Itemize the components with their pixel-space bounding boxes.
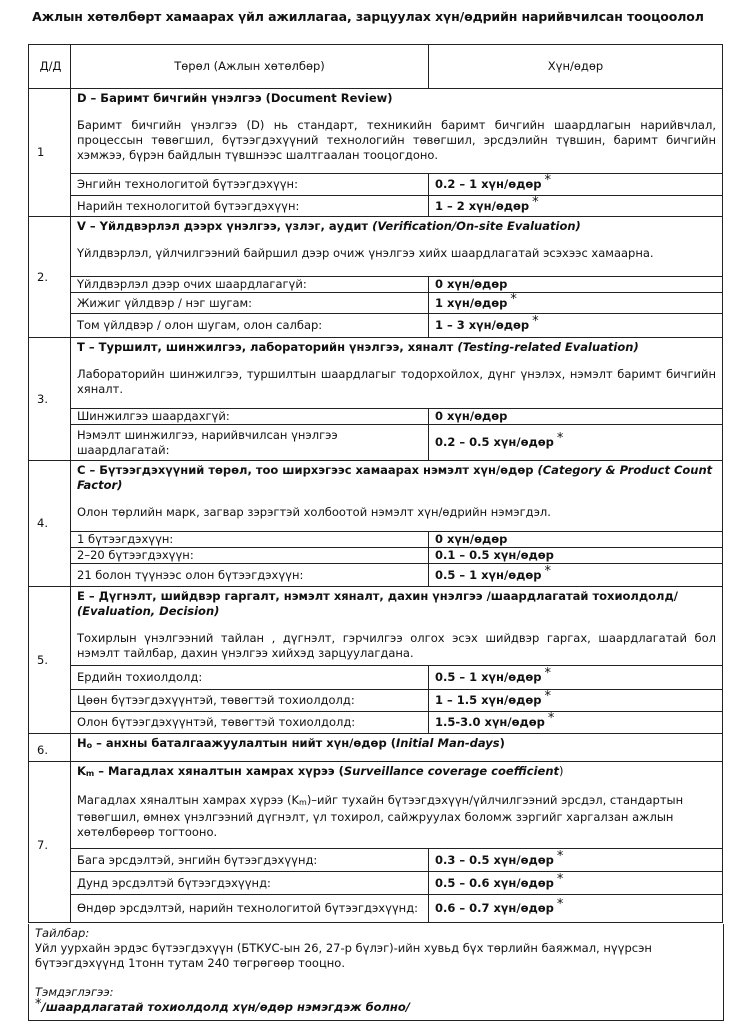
- row-value: [429, 690, 723, 712]
- section-7-header-cell: [71, 762, 723, 849]
- heading-suffix: ): [559, 764, 564, 778]
- legend-line: [35, 997, 717, 1015]
- value-text: 0 хүн/өдөр: [435, 277, 508, 291]
- table-row: [29, 409, 723, 425]
- row-value: [429, 532, 723, 548]
- table-row: [29, 196, 723, 217]
- asterisk-icon: *: [544, 689, 552, 704]
- section-7-heading: [77, 764, 716, 781]
- section-1-head-row: [29, 89, 723, 174]
- row-label: Нэмэлт шинжилгээ, нарийвчилсан үнэлгээ шаардлагатай:: [71, 425, 429, 461]
- section-3-heading: [77, 340, 716, 355]
- value-text: 1 – 2 хүн/өдөр: [435, 198, 530, 213]
- heading-subscript: o: [86, 741, 93, 750]
- section-2-description: Үйлдвэрлэл, үйлчилгээний байршил дээр очиж үнэлгээ хийх шаардлагатай эсэхээс хамаарна.: [77, 246, 654, 260]
- row-label: Үйлдвэрлэл дээр очих шаардлагагүй:: [71, 277, 429, 293]
- table-row: [29, 690, 723, 712]
- row-value: [429, 196, 723, 217]
- table-row: [29, 314, 723, 338]
- section-6-row: [29, 734, 723, 762]
- section-1-description: Баримт бичгийн үнэлгээ (D) нь стандарт, техникийн баримт бичгийн шаардлагын нарийвчлал, процессын төвөгшил, бүтээгдэхүүний технологийн төвөгшил, эрсдэлийн түвшин, баримт бичгийн хэмжээ, бүрэн байдлын түвшнээс шалтгаалан тооцогдоно.: [77, 118, 716, 162]
- legend-text: /шаардлагатай тохиолдолд хүн/өдөр нэмэгдэж болно/: [41, 1000, 410, 1014]
- row-value: [429, 409, 723, 425]
- heading-main: V – Үйлдвэрлэл дээрх үнэлгээ, үзлэг, аудит: [77, 219, 373, 233]
- row-label: Нарийн технологитой бүтээгдэхүүн:: [71, 196, 429, 217]
- section-1-header-cell: [71, 89, 723, 174]
- value-text: 0.5 – 1 хүн/өдөр: [435, 670, 542, 684]
- header-mandays: Хүн/өдөр: [429, 45, 723, 89]
- value-text: 0.3 – 0.5 хүн/өдөр: [435, 852, 554, 867]
- table-row: [29, 666, 723, 690]
- heading-suffix: ): [499, 736, 505, 750]
- section-3-description: Лабораторийн шинжилгээ, туршилтын шаардлагыг тодорхойлох, дүнг үнэлэх, нэмэлт баримт бичгийн хяналт.: [77, 367, 716, 396]
- heading-english: Initial Man-days: [395, 736, 500, 750]
- heading-english: Surveillance coverage coefficient: [343, 764, 560, 778]
- row-label: 2–20 бүтээгдэхүүн:: [71, 548, 429, 564]
- heading-main: – анхны баталгаажуулалтын нийт хүн/өдөр (: [92, 736, 396, 750]
- section-4-num: 4.: [29, 461, 71, 587]
- section-4-header-cell: [71, 461, 723, 532]
- asterisk-icon: *: [556, 431, 564, 446]
- desc-subscript: m: [299, 798, 307, 807]
- section-6-heading: [77, 736, 716, 753]
- section-5-head-row: [29, 587, 723, 666]
- row-label: 21 болон түүнээс олон бүтээгдэхүүн:: [71, 564, 429, 587]
- note-text: Уйл уурхайн эрдэс бүтээгдэхүүн (БТКУС-ын 26, 27-р бүлэг)-ийн хувьд бүх төрлийн баяжмал, нүүрсэн бүтээгдэхүүнд 1тонн тутам 240 төгрөгөөр тооцно.: [35, 941, 652, 970]
- asterisk-icon: *: [532, 194, 539, 210]
- manday-table: [28, 44, 723, 923]
- section-5-heading: [77, 589, 716, 619]
- heading-english: (Testing-related Evaluation): [457, 340, 639, 354]
- heading-symbol: H: [77, 736, 87, 750]
- row-label: Өндөр эрсдэлтэй, нарийн технологитой бүтээгдэхүүнд:: [71, 895, 429, 923]
- section-7-head-row: [29, 762, 723, 849]
- asterisk-icon: *: [547, 711, 555, 726]
- value-text: 1 – 3 хүн/өдөр: [435, 318, 530, 332]
- section-4-heading: [77, 463, 716, 493]
- asterisk-icon: *: [556, 871, 564, 887]
- row-label: Бага эрсдэлтэй, энгийн бүтээгдэхүүнд:: [71, 849, 429, 872]
- row-label: Олон бүтээгдэхүүнтэй, төвөгтэй тохиолдолд:: [71, 712, 429, 734]
- section-7-num: 7.: [29, 762, 71, 923]
- table-row: [29, 548, 723, 564]
- section-2-header-cell: [71, 217, 723, 277]
- table-row: [29, 895, 723, 923]
- row-value: [429, 712, 723, 734]
- row-label: Шинжилгээ шаардахгүй:: [71, 409, 429, 425]
- section-3-num: 3.: [29, 338, 71, 461]
- value-text: 1 – 1.5 хүн/өдөр: [435, 693, 542, 707]
- section-5-header-cell: [71, 587, 723, 666]
- section-4-description: Олон төрлийн марк, загвар зэрэгтэй холбоотой нэмэлт хүн/өдрийн нэмэгдэл.: [77, 505, 551, 519]
- heading-subscript: m: [85, 769, 95, 778]
- asterisk-icon: *: [510, 291, 517, 307]
- note-label: Тайлбар:: [35, 926, 90, 940]
- asterisk-icon: *: [556, 848, 564, 864]
- note-box: [28, 924, 724, 1021]
- row-value: [429, 849, 723, 872]
- desc-text: )–ийг тухайн бүтээгдэхүүн/үйлчилгээний эрсдэл, стандартын төвөгшил, өмнөх үнэлгээний дүгнэлт, үл тохирол, сайжруулах боломж зэргийг харгалзан ажлын хөтөлбөрөөр тогтооно.: [77, 793, 684, 839]
- row-label: Ердийн тохиолдолд:: [71, 666, 429, 690]
- asterisk-icon: *: [544, 173, 552, 188]
- value-text: 0.2 – 0.5 хүн/өдөр: [435, 435, 554, 449]
- header-type: Төрөл (Ажлын хөтөлбөр): [71, 45, 429, 89]
- heading-english: (Category & Product Count Factor): [77, 463, 713, 492]
- row-value: [429, 293, 723, 314]
- section-1-heading: D – Баримт бичгийн үнэлгээ (Document Review): [77, 91, 393, 105]
- table-row: [29, 872, 723, 895]
- section-5-num: 5.: [29, 587, 71, 734]
- table-row: [29, 712, 723, 734]
- row-label: 1 бүтээгдэхүүн:: [71, 532, 429, 548]
- row-value: [429, 425, 723, 461]
- section-5-description: Тохирлын үнэлгээний тайлан , дүгнэлт, гэрчилгээ олгох эсэх шийдвэр гаргах, шаардлагатай бол нэмэлт тайлбар, дахин үнэлгээ хийхэд зарцуулагдана.: [77, 631, 716, 660]
- row-label: Цөөн бүтээгдэхүүнтэй, төвөгтэй тохиолдолд:: [71, 690, 429, 712]
- table-row: [29, 564, 723, 587]
- section-6-num: 6.: [29, 734, 71, 762]
- table-row: [29, 425, 723, 461]
- row-value: [429, 174, 723, 196]
- heading-english: (Verification/On-site Evaluation): [372, 219, 581, 233]
- heading-main: T – Туршилт, шинжилгээ, лабораторийн үнэлгээ, хяналт: [77, 340, 458, 354]
- section-3-header-cell: [71, 338, 723, 409]
- row-label: Энгийн технологитой бүтээгдэхүүн:: [71, 174, 429, 196]
- table-header-row: [29, 45, 723, 89]
- section-2-num: 2.: [29, 217, 71, 338]
- asterisk-icon: *: [556, 897, 564, 912]
- value-text: 0.1 – 0.5 хүн/өдөр: [435, 548, 554, 562]
- row-value: [429, 895, 723, 923]
- row-value: [429, 564, 723, 587]
- table-row: [29, 849, 723, 872]
- value-text: 1.5-3.0 хүн/өдөр: [435, 715, 545, 729]
- section-2-heading: [77, 219, 716, 234]
- heading-english: (Evaluation, Decision): [77, 604, 220, 618]
- value-text: 0 хүн/өдөр: [435, 532, 508, 546]
- row-value: [429, 666, 723, 690]
- section-6-header-cell: [71, 734, 723, 762]
- document-title: Ажлын хөтөлбөрт хамаарах үйл ажиллагаа, зарцуулах хүн/өдрийн нарийвчилсан тооцоолол: [32, 9, 704, 24]
- value-text: 0.2 – 1 хүн/өдөр: [435, 177, 542, 191]
- row-label: Том үйлдвэр / олон шугам, олон салбар:: [71, 314, 429, 338]
- value-text: 0 хүн/өдөр: [435, 409, 508, 423]
- value-text: 1 хүн/өдөр: [435, 295, 508, 310]
- table-row: [29, 532, 723, 548]
- asterisk-icon: *: [35, 997, 42, 1012]
- row-value: [429, 277, 723, 293]
- desc-text: Магадлах хяналтын хамрах хүрээ (K: [77, 793, 300, 807]
- value-text: 0.6 – 0.7 хүн/өдөр: [435, 901, 554, 915]
- value-text: 0.5 – 0.6 хүн/өдөр: [435, 875, 554, 890]
- section-7-description: [77, 793, 716, 840]
- heading-main: – Магадлах хяналтын хамрах хүрээ (: [94, 764, 344, 778]
- asterisk-icon: *: [544, 563, 552, 579]
- table-row: [29, 293, 723, 314]
- heading-symbol: K: [77, 764, 86, 778]
- row-label: Дунд эрсдэлтэй бүтээгдэхүүнд:: [71, 872, 429, 895]
- header-num: Д/Д: [29, 45, 71, 89]
- table-row: [29, 277, 723, 293]
- section-2-head-row: [29, 217, 723, 277]
- row-value: [429, 314, 723, 338]
- section-1-num: 1: [29, 89, 71, 217]
- section-4-head-row: [29, 461, 723, 532]
- section-3-head-row: [29, 338, 723, 409]
- heading-main: E – Дүгнэлт, шийдвэр гаргалт, нэмэлт хяналт, дахин үнэлгээ /шаардлагатай тохиолдолд/: [77, 589, 678, 603]
- heading-main: C – Бүтээгдэхүүний төрөл, тоо ширхэгээс хамаарах нэмэлт хүн/өдөр: [77, 463, 538, 477]
- row-value: [429, 548, 723, 564]
- table-row: [29, 174, 723, 196]
- row-value: [429, 872, 723, 895]
- value-text: 0.5 – 1 хүн/өдөр: [435, 567, 542, 582]
- row-label: Жижиг үйлдвэр / нэг шугам:: [71, 293, 429, 314]
- asterisk-icon: *: [544, 666, 552, 681]
- legend-label: Тэмдэглэгээ:: [35, 985, 114, 999]
- asterisk-icon: *: [532, 314, 539, 329]
